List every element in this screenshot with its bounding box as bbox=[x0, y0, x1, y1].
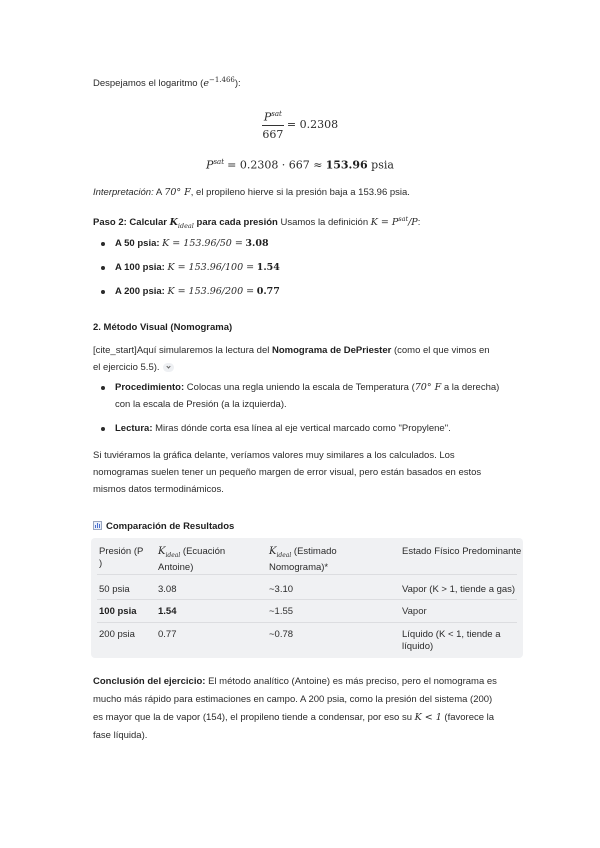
header-k-nomograma: $K_{ideal}$ (Estimado Nomograma)* bbox=[269, 546, 337, 573]
equation-1: $\frac{P^{sat}}{667}$ = 0.2308 bbox=[262, 110, 339, 141]
divider bbox=[97, 599, 517, 600]
bullet-procedimiento-line2: con la escala de Presión (a la izquierda). bbox=[115, 399, 287, 410]
exp-base: e bbox=[203, 78, 209, 90]
header-k-antoine: $K_{ideal}$ (Ecuación Antoine) bbox=[158, 546, 226, 573]
bullet-dot bbox=[101, 290, 105, 294]
bullet-dot bbox=[101, 266, 105, 270]
intro-line: Despejamos el logaritmo $(e^{-1.466})$: bbox=[93, 76, 241, 90]
k-item-50: A 50 psia: K = 153.96/50 = 3.08 bbox=[115, 238, 269, 249]
paragraph-3-line2: nomogramas suelen tener un pequeño margen de error visual, pero están basados en estos bbox=[93, 467, 482, 478]
conclusion-line2: mucho más rápido para estimaciones en campo. A 200 psia, como la presión del sistema (200) bbox=[93, 694, 493, 705]
header-estado: Estado Físico Predominante bbox=[402, 546, 522, 557]
section-2-paragraph-line1: [cite_start]Aquí simularemos la lectura del Nomograma de DePriester (como el que vimos en bbox=[93, 345, 490, 356]
comparison-table: Presión (P ) $K_{ideal}$ (Ecuación Antoine) $K_{ideal}$ (Estimado Nomograma)* Estado Físico Predominante 50 psia 3.08 ~3.10 Vapor (K > 1, tiende a gas) 100 psia 1.54 ~1.55 Vapor 200 psia 0.77 ~0.78 Líquido (K < 1, tiende a líquido) bbox=[91, 538, 523, 658]
paragraph-3-line1: Si tuviéramos la gráfica delante, veríamos valores muy similares a los calculados. Los bbox=[93, 450, 455, 461]
bullet-lectura: Lectura: Miras dónde corta esa línea al eje vertical marcado como "Propylene". bbox=[115, 423, 451, 434]
fraction: $\frac{P^{sat}}{667}$ bbox=[262, 110, 284, 141]
section-2-heading: 2. Método Visual (Nomograma) bbox=[93, 322, 233, 333]
exp-power: −1.466 bbox=[208, 76, 235, 84]
bullet-procedimiento-line1: Procedimiento: Colocas una regla uniendo la escala de Temperatura (70° F a la derecha) bbox=[115, 382, 500, 393]
bullet-dot bbox=[101, 427, 105, 431]
divider bbox=[97, 622, 517, 623]
conclusion-line1: Conclusión del ejercicio: El método analítico (Antoine) es más preciso, pero el nomograma es bbox=[93, 676, 497, 687]
equation-2: $P^{sat} = 0.2308 \cdot 667 \approx 153.96$ psia bbox=[206, 158, 394, 172]
divider bbox=[97, 574, 517, 575]
conclusion-line3: es mayor que la de vapor (154), el propileno tiende a condensar, por eso su K < 1 (favorece la bbox=[93, 712, 495, 723]
psat-result: 153.96 bbox=[325, 158, 368, 172]
paragraph-3-line3: mismos datos termodinámicos. bbox=[93, 484, 224, 495]
k-item-100: A 100 psia: K = 153.96/100 = 1.54 bbox=[115, 262, 280, 273]
section-2-paragraph-line2: el ejercicio 5.5). bbox=[93, 362, 174, 373]
bullet-dot bbox=[101, 386, 105, 390]
chevron-down-icon[interactable] bbox=[163, 363, 174, 372]
paso2-heading: Paso 2: Calcular $K_{ideal}$ para cada presión Usamos la definición $K = P^{sat}/P$: bbox=[93, 215, 421, 231]
k-item-200: A 200 psia: K = 153.96/200 = 0.77 bbox=[115, 286, 280, 297]
conclusion-line4: fase líquida). bbox=[93, 730, 148, 741]
interpretation: Interpretación: A 70° F, el propileno hierve si la presión baja a 153.96 psia. bbox=[93, 187, 410, 198]
comparison-heading: Comparación de Resultados bbox=[93, 521, 234, 532]
header-presion: Presión (P ) bbox=[99, 546, 144, 569]
bar-chart-icon bbox=[93, 521, 102, 530]
bullet-dot bbox=[101, 242, 105, 246]
